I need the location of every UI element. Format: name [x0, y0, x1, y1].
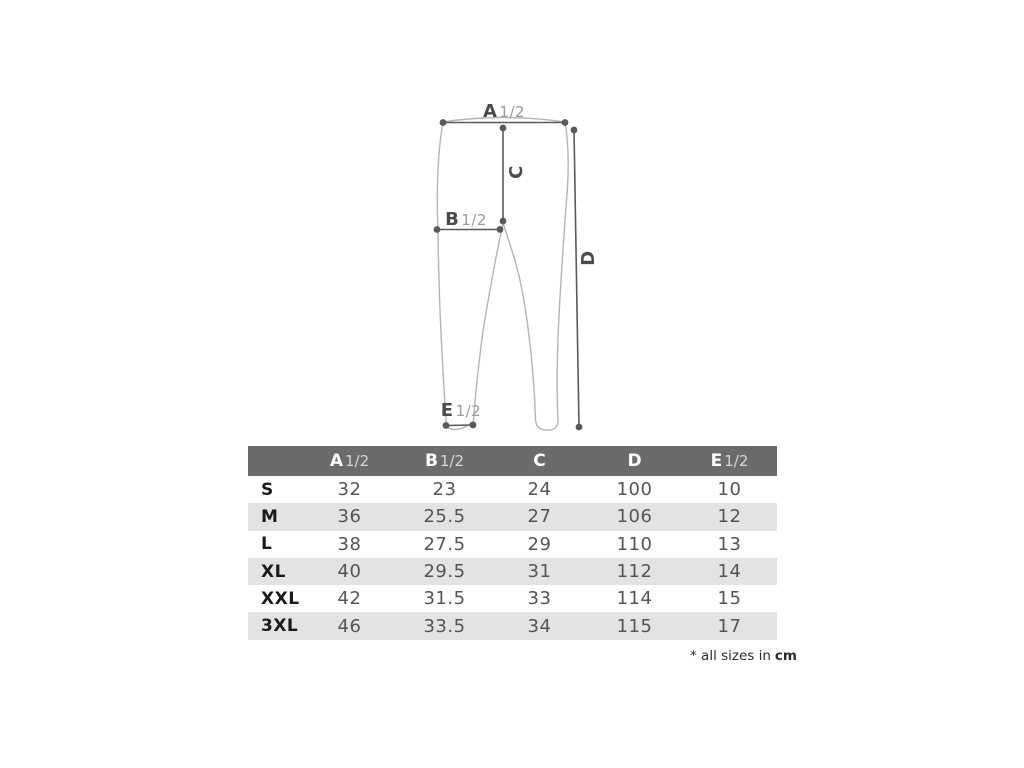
- dimension-letter-d: D: [578, 250, 599, 266]
- units-footnote: [690, 648, 797, 664]
- footnote-text: * all sizes in: [690, 648, 771, 664]
- value-e: 12: [717, 506, 742, 528]
- header-cell-b: [397, 450, 492, 471]
- value-a: 32: [337, 479, 362, 501]
- value-d: 100: [616, 479, 653, 501]
- value-c: 31: [527, 561, 552, 583]
- value-d: 106: [616, 506, 653, 528]
- value-c: 34: [527, 615, 552, 637]
- table-row-m: [248, 503, 777, 530]
- value-e: 13: [717, 533, 742, 555]
- header-cell-d: [587, 450, 682, 471]
- value-b: 25.5: [423, 506, 466, 528]
- dimension-fraction-a: 1/2: [499, 103, 526, 121]
- value-e: 14: [717, 561, 742, 583]
- size-label: M: [261, 506, 279, 527]
- value-b: 27.5: [423, 533, 466, 555]
- value-c: 27: [527, 506, 552, 528]
- header-letter-b: B: [424, 450, 438, 471]
- value-b: 29.5: [423, 561, 466, 583]
- header-fraction-e: 1/2: [724, 451, 749, 470]
- dimension-letter-a: A: [482, 101, 498, 122]
- table-row-s: [248, 476, 777, 503]
- size-table: [248, 446, 777, 640]
- value-e: 15: [717, 588, 742, 610]
- value-b: 33.5: [423, 615, 466, 637]
- value-d: 112: [616, 561, 653, 583]
- value-a: 42: [337, 588, 362, 610]
- value-e: 17: [717, 615, 742, 637]
- value-b: 31.5: [423, 588, 466, 610]
- size-label: S: [261, 479, 274, 500]
- header-cell-c: [492, 450, 587, 471]
- size-table-body: [248, 476, 777, 640]
- value-b: 23: [432, 479, 457, 501]
- header-cell-a: [302, 450, 397, 471]
- header-letter-e: E: [710, 450, 723, 471]
- dimension-letter-c: C: [506, 165, 527, 179]
- footnote-unit: cm: [774, 648, 797, 664]
- value-a: 36: [337, 506, 362, 528]
- dimension-letter-e: E: [440, 400, 454, 421]
- dimension-label-c: [508, 165, 526, 179]
- dimension-label-b: [445, 211, 487, 229]
- dimension-fraction-e: 1/2: [455, 402, 482, 420]
- pants-outline-graphic: [400, 95, 620, 445]
- dimension-letter-b: B: [445, 209, 460, 230]
- dimension-label-a: [483, 103, 525, 121]
- table-row-xl: [248, 558, 777, 585]
- size-label: XXL: [261, 588, 300, 609]
- measure-line-d: [574, 130, 579, 427]
- value-a: 40: [337, 561, 362, 583]
- size-label: XL: [261, 561, 286, 582]
- header-letter-a: A: [329, 450, 344, 471]
- value-c: 33: [527, 588, 552, 610]
- value-a: 38: [337, 533, 362, 555]
- table-row-l: [248, 531, 777, 558]
- dimension-label-d: [580, 250, 598, 265]
- dimension-label-e: [441, 402, 481, 420]
- size-label: 3XL: [261, 616, 299, 637]
- value-d: 110: [616, 533, 653, 555]
- header-fraction-a: 1/2: [345, 451, 370, 470]
- value-c: 24: [527, 479, 552, 501]
- header-cell-e: [682, 450, 777, 471]
- value-e: 10: [717, 479, 742, 501]
- dimension-fraction-b: 1/2: [461, 211, 487, 229]
- table-row-xxl: [248, 585, 777, 612]
- size-table-header: [248, 446, 777, 476]
- header-letter-c: C: [533, 450, 546, 471]
- header-fraction-b: 1/2: [439, 451, 465, 470]
- value-c: 29: [527, 533, 552, 555]
- value-d: 114: [616, 588, 653, 610]
- header-letter-d: D: [627, 450, 642, 471]
- table-row-3xl: [248, 612, 777, 639]
- value-d: 115: [616, 615, 653, 637]
- size-label: L: [261, 534, 273, 555]
- measure-line-e: [446, 425, 473, 426]
- value-a: 46: [337, 615, 362, 637]
